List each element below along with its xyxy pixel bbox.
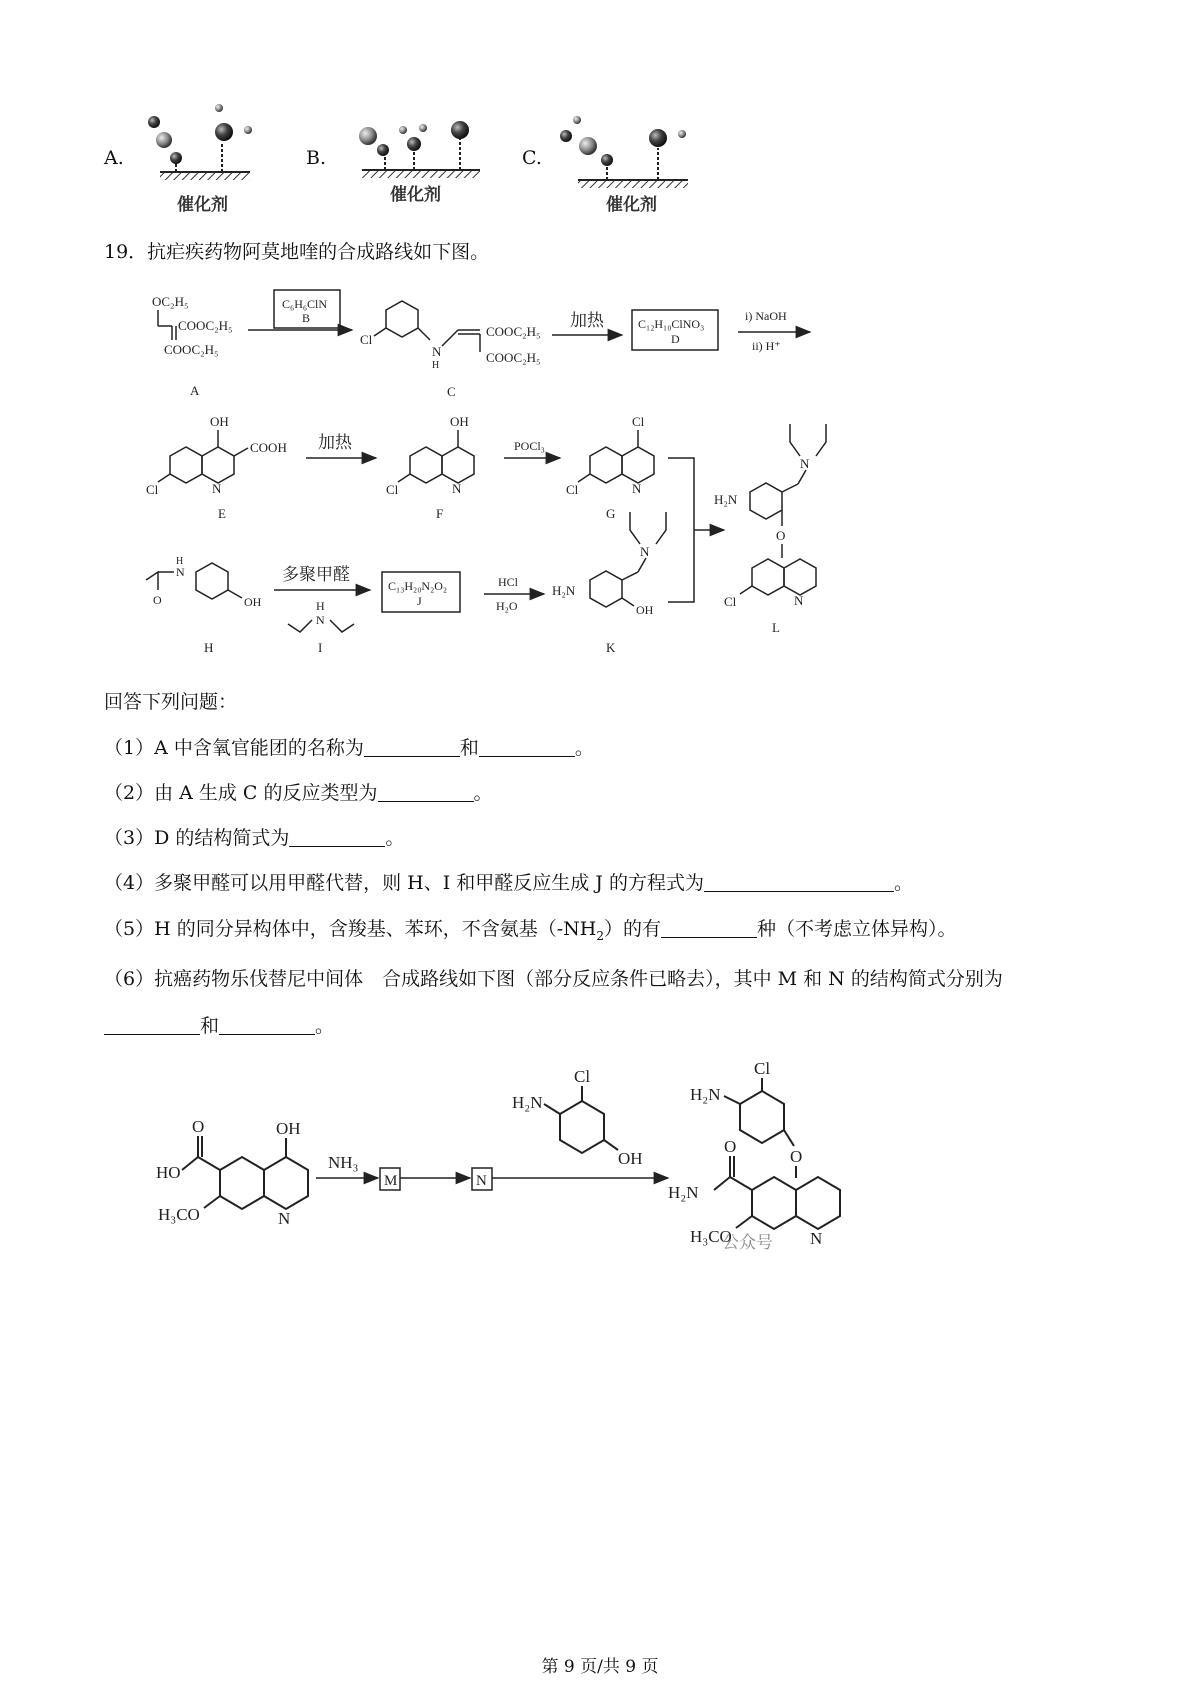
f-cl: Cl	[386, 482, 399, 497]
hcl: HCl	[498, 575, 519, 589]
blank-1a[interactable]	[364, 738, 460, 757]
nh3: NH₃	[328, 1153, 359, 1172]
l-cl: Cl	[724, 594, 737, 609]
p-h3co: H₃CO	[690, 1227, 732, 1246]
d-label: D	[671, 332, 680, 346]
compound-g	[566, 414, 654, 521]
synthesis-scheme-amodiaquine	[0, 280, 1200, 680]
r-h2n: H₂N	[512, 1093, 543, 1112]
question-19-title: 19．抗疟疾药物阿莫地喹的合成路线如下图。	[104, 241, 490, 263]
c-ester1: COOC₂H₅	[486, 324, 541, 339]
e-cl: Cl	[146, 482, 159, 497]
answer-prompt: 回答下列问题：	[104, 691, 238, 713]
compound-f	[386, 414, 474, 521]
compound-c	[360, 301, 541, 399]
option-b-diagram	[359, 121, 480, 178]
i-h: H	[316, 599, 325, 613]
question-6: （6）抗癌药物乐伐替尼中间体 合成路线如下图（部分反应条件已略去），其中 M 和 N 的结构简式分别为	[104, 968, 1003, 990]
label-a: A	[190, 383, 200, 398]
p-o2: O	[724, 1137, 737, 1156]
catalyst-label-c: 催化剂	[606, 195, 657, 215]
m-label: M	[384, 1173, 398, 1189]
catalyst-label-b: 催化剂	[390, 185, 441, 205]
j-formula: C₁₃H₂₀N₂O₂	[388, 579, 448, 593]
l-h2n: H₂N	[714, 492, 738, 507]
watermark: 公众号	[722, 1233, 773, 1253]
a-ester1: COOC₂H₅	[178, 318, 233, 333]
label-g: G	[606, 506, 616, 521]
c-ester2: COOC₂H₅	[486, 350, 541, 365]
paraformaldehyde: 多聚甲醛	[282, 565, 350, 584]
k-h2n: H₂N	[552, 583, 576, 598]
h-h: H	[176, 556, 184, 567]
e-cooh: COOH	[250, 440, 287, 455]
h-o: O	[153, 593, 162, 607]
label-i: I	[318, 640, 323, 655]
blank-1b[interactable]	[479, 738, 575, 757]
compound-l	[714, 424, 826, 635]
r-cl: Cl	[574, 1067, 591, 1086]
p-o: O	[790, 1147, 803, 1166]
h2o: H₂O	[496, 599, 518, 613]
s-ho: HO	[156, 1163, 181, 1182]
c-n: N	[432, 344, 442, 359]
h-n: N	[176, 565, 185, 579]
e-n: N	[212, 481, 222, 496]
pocl3: POCl₃	[514, 439, 545, 453]
l-o: O	[776, 528, 786, 543]
naoh: i) NaOH	[745, 309, 787, 323]
blank-3[interactable]	[289, 828, 385, 847]
e-oh: OH	[210, 414, 229, 429]
option-b-label: B.	[306, 147, 327, 169]
n-label: N	[476, 1173, 487, 1189]
f-n: N	[452, 481, 462, 496]
synthesis-scheme-lenvatinib	[0, 1060, 1200, 1280]
i-n: N	[316, 613, 325, 627]
question-2: （2）由 A 生成 C 的反应类型为 。	[104, 782, 493, 804]
question-3: （3）D 的结构简式为 。	[104, 827, 405, 849]
compound-e	[146, 414, 287, 521]
convergence-bracket	[668, 458, 694, 602]
p-cl: Cl	[754, 1060, 771, 1078]
g-cl7: Cl	[566, 482, 579, 497]
blank-5[interactable]	[661, 919, 757, 938]
option-c-diagram	[560, 116, 688, 188]
label-h: H	[204, 640, 214, 655]
label-f: F	[436, 506, 444, 521]
a-oc2h5: OC₂H₅	[152, 294, 189, 309]
question-1: （1）A 中含氧官能团的名称为 和 。	[104, 737, 594, 759]
catalyst-label-a: 催化剂	[177, 195, 228, 215]
label-e: E	[218, 506, 226, 521]
f-oh: OH	[450, 414, 469, 429]
k-n: N	[640, 544, 650, 559]
g-n: N	[632, 481, 642, 496]
compound-i	[288, 599, 354, 655]
question-4: （4）多聚甲醛可以用甲醛代替，则 H、I 和甲醛反应生成 J 的方程式为 。	[104, 872, 913, 894]
compound-h	[146, 556, 262, 655]
r-oh: OH	[618, 1149, 643, 1168]
blank-4[interactable]	[704, 873, 894, 892]
s-oh: OH	[276, 1119, 301, 1138]
blank-6n[interactable]	[219, 1016, 315, 1035]
option-a-label: A.	[104, 147, 124, 169]
s-h3co: H₃CO	[158, 1205, 200, 1224]
d-formula: C₁₂H₁₀ClNO₃	[638, 317, 705, 331]
s-o: O	[192, 1117, 205, 1136]
page-footer: 第 9 页/共 9 页	[541, 1657, 659, 1677]
option-a-diagram	[148, 104, 252, 180]
s-n: N	[278, 1209, 291, 1228]
product-lenvatinib-intermediate	[668, 1060, 840, 1248]
j-label: J	[417, 594, 422, 608]
p-n: N	[810, 1229, 823, 1248]
start-quinoline	[156, 1117, 308, 1228]
l-n: N	[800, 456, 810, 471]
l-nq: N	[794, 593, 804, 608]
label-k: K	[606, 640, 616, 655]
b-label: B	[302, 311, 311, 325]
k-oh: OH	[636, 603, 654, 617]
p-h2n: H₂N	[690, 1085, 721, 1104]
c-h: H	[432, 360, 440, 371]
option-c-label: C.	[522, 147, 542, 169]
question-6-answers: 和 。	[104, 1014, 334, 1039]
blank-2[interactable]	[378, 783, 474, 802]
h-oh: OH	[244, 595, 262, 609]
label-c: C	[447, 384, 456, 399]
compound-a	[152, 294, 233, 398]
label-l: L	[772, 620, 780, 635]
compound-k	[552, 512, 666, 655]
hplus: ii) H⁺	[752, 339, 781, 353]
c-cl: Cl	[360, 332, 373, 347]
reagent-aminochlorophenol	[512, 1067, 643, 1168]
a-ester2: COOC₂H₅	[164, 342, 219, 357]
question-5: （5）H 的同分异构体中，含羧基、苯环，不含氨基$(-NH_2)$的有 种（不考虑立体异构）。	[104, 918, 957, 943]
blank-6m[interactable]	[104, 1016, 200, 1035]
c-to-d-heat: 加热	[570, 311, 604, 330]
g-cl4: Cl	[632, 414, 645, 429]
b-formula: C₆H₆ClN	[282, 297, 328, 311]
p-h2n2: H₂N	[668, 1183, 699, 1202]
e-to-f-heat: 加热	[318, 433, 352, 452]
